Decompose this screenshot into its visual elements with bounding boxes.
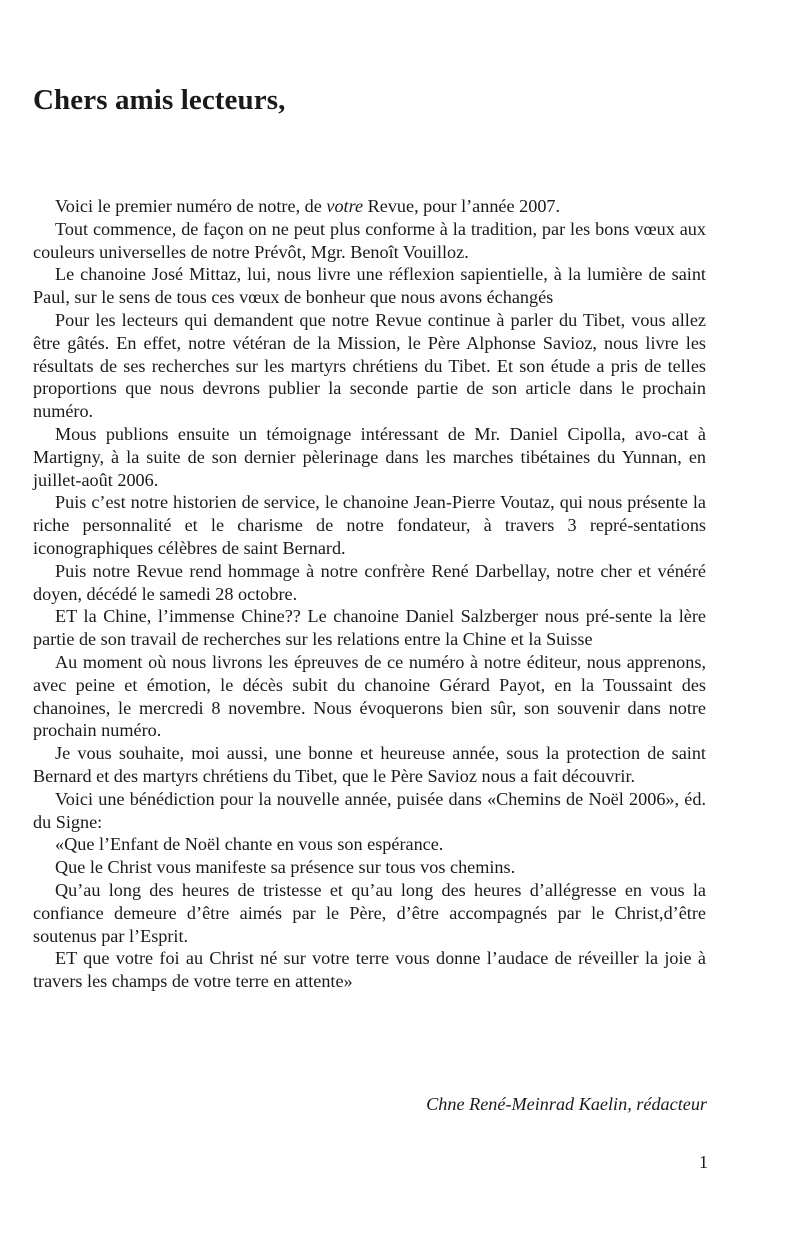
author-signature: Chne René-Meinrad Kaelin, rédacteur [426,1094,707,1114]
paragraph: Le chanoine José Mittaz, lui, nous livre une réflexion sapientielle, à la lumière de saint Paul, sur le sens de tous ces vœux de bonheur que nous avons échangés [33,264,706,308]
paragraph: Mous publions ensuite un témoignage intéressant de Mr. Daniel Cipolla, avo-cat à Martigny, à la suite de son dernier pèlerinage dans les marches tibétaines du Yunnan, en juillet-août 2006. [33,423,706,490]
page-title: Chers amis lecteurs, [33,84,286,116]
letter-body [33,195,706,993]
paragraph: ET la Chine, l’immense Chine?? Le chanoine Daniel Salzberger nous pré-sente la lère partie de son travail de recherches sur les relations entre la Chine et la Suisse [33,606,706,650]
paragraph: Puis c’est notre historien de service, le chanoine Jean-Pierre Voutaz, qui nous présente la riche personnalité et le charisme de notre fondateur, à travers 3 repré-sentations iconographiques célèbres de saint Bernard. [33,492,706,558]
blessing-line: Qu’au long des heures de tristesse et qu’au long des heures d’allégresse en vous la confiance demeure d’être aimés par le Père, d’être accompagnés par le Christ,d’être soutenus par l’Esprit. [33,879,706,946]
paragraph: Pour les lecteurs qui demandent que notre Revue continue à parler du Tibet, vous allez être gâtés. En effet, notre vétéran de la Mission, le Père Alphonse Savioz, nous livre les résultats de ses recherches sur les martyrs chrétiens du Tibet. Et son étude a pris de telles proportions que nous devrons publier la seconde partie de son article dans le prochain numéro. [33,309,706,422]
blessing-line: ET que votre foi au Christ né sur votre terre vous donne l’audace de réveiller la joie à travers les champs de votre terre en attente» [33,948,706,992]
intro-emphasis: votre [326,196,364,216]
blessing-line: Que le Christ vous manifeste sa présence sur tous vos chemins. [55,857,516,878]
paragraph: Au moment où nous livrons les épreuves de ce numéro à notre éditeur, nous apprenons, avec peine et émotion, le décès subit du chanoine Gérard Payot, en la Toussaint des chanoines, le mercredi 8 novembre. Nous évoquerons bien sûr, son souvenir dans notre prochain numéro. [33,651,706,741]
paragraph: Voici une bénédiction pour la nouvelle année, puisée dans «Chemins de Noël 2006», éd. du Signe: [33,788,706,832]
blessing-line: «Que l’Enfant de Noël chante en vous son espérance. [55,834,444,855]
paragraph: Je vous souhaite, moi aussi, une bonne et heureuse année, sous la protection de saint Bernard et des martyrs chrétiens du Tibet, que le Père Savioz nous a fait découvrir. [33,743,706,786]
intro-text-after: Revue, pour l’année 2007. [363,196,561,216]
page-number: 1 [699,1152,708,1172]
paragraph-intro [33,195,706,218]
intro-text-before: Voici le premier numéro de notre, de [55,196,327,216]
paragraph: Tout commence, de façon on ne peut plus conforme à la tradition, par les bons vœux aux couleurs universelles de notre Prévôt, Mgr. Benoît Vouilloz. [33,218,706,262]
paragraph: Puis notre Revue rend hommage à notre confrère René Darbellay, notre cher et vénéré doyen, décédé le samedi 28 octobre. [33,560,706,604]
